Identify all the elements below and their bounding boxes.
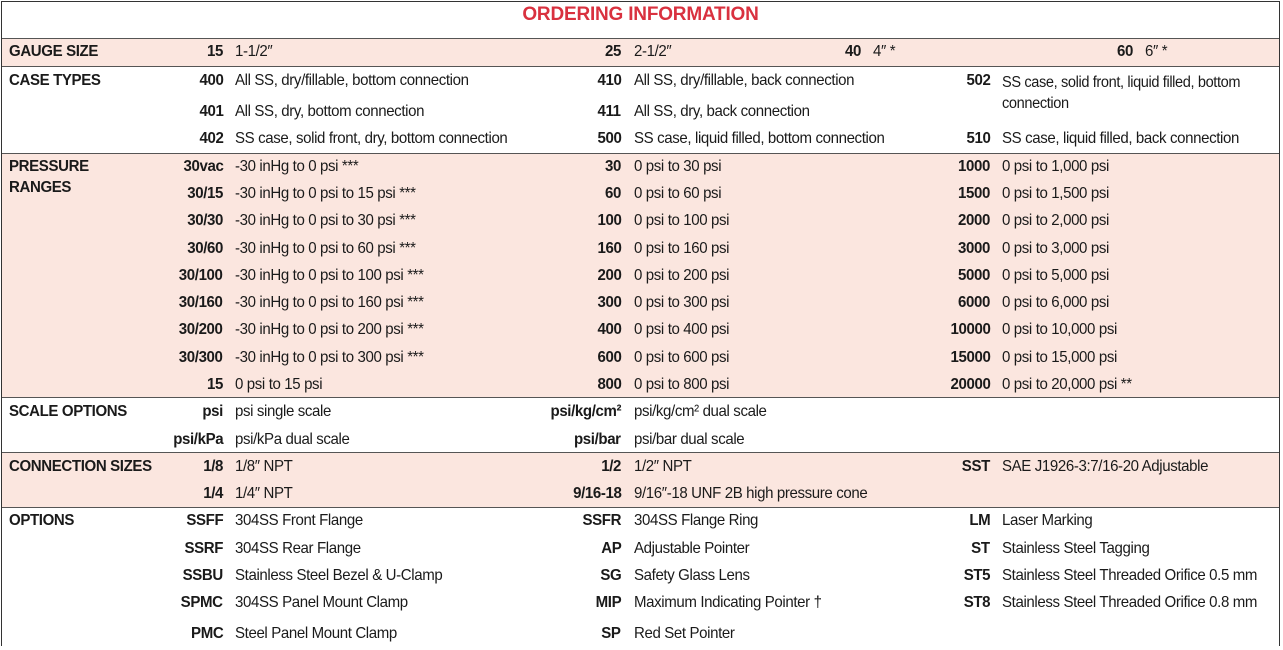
pressure-range-code: 30/200 (179, 321, 223, 338)
case-type-code: 402 (199, 130, 223, 147)
connection-size-code: 9/16-18 (572, 485, 621, 502)
option-code: SP (601, 625, 621, 642)
pressure-range-code: 15 (207, 376, 223, 393)
option-desc: 304SS Front Flange (235, 512, 363, 529)
scale-option-desc: psi/bar dual scale (634, 431, 745, 448)
case-type-code: 510 (966, 130, 990, 147)
connection-size-desc: 1/8″ NPT (235, 458, 293, 475)
scale-option-code: psi/kg/cm² (550, 403, 621, 420)
pressure-range-desc: 0 psi to 5,000 psi (1002, 267, 1109, 284)
option-code: AP (600, 540, 621, 557)
option-code: PMC (190, 625, 223, 642)
pressure-range-code: 30/15 (187, 185, 223, 202)
pressure-range-code: 1000 (958, 158, 990, 175)
pressure-range-desc: -30 inHg to 0 psi to 100 psi *** (235, 267, 424, 284)
pressure-range-code: 30/100 (179, 267, 223, 284)
section-label-options: OPTIONS (9, 512, 75, 529)
case-type-code: 400 (199, 72, 223, 89)
option-desc: Adjustable Pointer (634, 540, 750, 557)
pressure-range-desc: -30 inHg to 0 psi to 200 psi *** (235, 321, 424, 338)
scale-option-desc: psi single scale (235, 403, 331, 420)
scale-option-desc: psi/kPa dual scale (235, 431, 350, 448)
pressure-range-desc: -30 inHg to 0 psi to 60 psi *** (235, 240, 416, 257)
scale-option-code: psi/bar (574, 431, 621, 448)
gauge-size-code: 25 (605, 43, 621, 60)
pressure-range-code: 30/300 (179, 349, 223, 366)
option-desc: 304SS Rear Flange (235, 540, 361, 557)
pressure-range-code: 6000 (958, 294, 990, 311)
case-type-code: 401 (199, 103, 223, 120)
pressure-range-desc: -30 inHg to 0 psi to 30 psi *** (235, 212, 416, 229)
connection-size-code: 1/4 (203, 485, 223, 502)
pressure-range-code: 60 (605, 185, 621, 202)
option-desc: Stainless Steel Threaded Orifice 0.8 mm (1002, 594, 1258, 611)
option-desc: 304SS Panel Mount Clamp (235, 594, 408, 611)
option-code: SSRF (184, 540, 223, 557)
section-label-case-types: CASE TYPES (9, 72, 101, 89)
gauge-size-desc: 6″ * (1145, 43, 1168, 60)
connection-size-desc: 9/16″-18 UNF 2B high pressure cone (634, 485, 868, 502)
pressure-range-code: 400 (597, 321, 621, 338)
case-type-desc: All SS, dry/fillable, back connection (634, 72, 855, 89)
section-label-pressure-line2: RANGES (9, 179, 72, 196)
table-title: ORDERING INFORMATION (522, 4, 759, 25)
option-desc: 304SS Flange Ring (634, 512, 759, 529)
scale-option-code: psi/kPa (172, 431, 223, 448)
option-code: SG (600, 567, 621, 584)
option-code: MIP (595, 594, 621, 611)
gauge-size-desc: 1-1/2″ (235, 43, 273, 60)
connection-size-code: 1/8 (203, 458, 223, 475)
option-code: ST8 (963, 594, 990, 611)
option-desc: Stainless Steel Tagging (1002, 540, 1150, 557)
pressure-range-desc: 0 psi to 100 psi (634, 212, 730, 229)
pressure-range-code: 800 (597, 376, 621, 393)
case-type-code: 500 (597, 130, 621, 147)
option-desc: Red Set Pointer (634, 625, 735, 642)
case-type-desc: SS case, liquid filled, back connection (1002, 130, 1239, 147)
option-desc: Laser Marking (1002, 512, 1093, 529)
pressure-range-desc: -30 inHg to 0 psi *** (235, 158, 359, 175)
pressure-range-code: 30 (605, 158, 621, 175)
option-desc: Stainless Steel Bezel & U-Clamp (235, 567, 443, 584)
pressure-range-code: 10000 (950, 321, 990, 338)
pressure-range-code: 1500 (958, 185, 990, 202)
section-label-pressure-line1: PRESSURE (9, 158, 89, 175)
gauge-size-code: 15 (207, 43, 223, 60)
pressure-range-desc: 0 psi to 200 psi (634, 267, 730, 284)
option-code: SSFF (186, 512, 223, 529)
gauge-size-code: 40 (845, 43, 861, 60)
connection-size-desc: 1/4″ NPT (235, 485, 293, 502)
section-label-gauge-size: GAUGE SIZE (9, 43, 99, 60)
pressure-range-code: 160 (597, 240, 621, 257)
pressure-range-desc: 0 psi to 3,000 psi (1002, 240, 1109, 257)
case-type-desc: All SS, dry, back connection (634, 103, 810, 120)
pressure-range-desc: -30 inHg to 0 psi to 15 psi *** (235, 185, 416, 202)
case-type-desc: SS case, solid front, liquid filled, bottom connection (1002, 74, 1241, 112)
case-type-desc: All SS, dry/fillable, bottom connection (235, 72, 469, 89)
pressure-range-desc: 0 psi to 1,000 psi (1002, 158, 1109, 175)
gauge-size-desc: 4″ * (873, 43, 896, 60)
pressure-range-code: 30vac (183, 158, 223, 175)
pressure-range-code: 20000 (950, 376, 990, 393)
section-label-scale-options: SCALE OPTIONS (9, 403, 127, 420)
case-type-desc: SS case, liquid filled, bottom connection (634, 130, 885, 147)
pressure-range-desc: 0 psi to 160 psi (634, 240, 730, 257)
option-code: ST5 (963, 567, 990, 584)
connection-size-code: SST (961, 458, 990, 475)
option-code: LM (969, 512, 990, 529)
option-desc: Safety Glass Lens (634, 567, 750, 584)
pressure-range-desc: 0 psi to 15 psi (235, 376, 323, 393)
pressure-range-code: 100 (597, 212, 621, 229)
pressure-range-desc: 0 psi to 10,000 psi (1002, 321, 1117, 338)
option-desc: Steel Panel Mount Clamp (235, 625, 397, 642)
pressure-range-code: 300 (597, 294, 621, 311)
option-desc: Maximum Indicating Pointer † (634, 594, 822, 611)
connection-size-desc: SAE J1926-3:7/16-20 Adjustable (1002, 458, 1209, 475)
pressure-range-desc: 0 psi to 60 psi (634, 185, 722, 202)
pressure-range-desc: 0 psi to 400 psi (634, 321, 730, 338)
section-label-connection-sizes: CONNECTION SIZES (9, 458, 152, 475)
pressure-range-code: 5000 (958, 267, 990, 284)
pressure-range-desc: 0 psi to 30 psi (634, 158, 722, 175)
option-code: SSBU (182, 567, 223, 584)
pressure-range-desc: 0 psi to 2,000 psi (1002, 212, 1109, 229)
pressure-range-desc: 0 psi to 800 psi (634, 376, 730, 393)
pressure-range-desc: 0 psi to 1,500 psi (1002, 185, 1109, 202)
gauge-size-desc: 2-1/2″ (634, 43, 672, 60)
option-code: ST (971, 540, 990, 557)
scale-option-desc: psi/kg/cm² dual scale (634, 403, 767, 420)
scale-option-code: psi (202, 403, 223, 420)
option-code: SPMC (181, 594, 223, 611)
pressure-range-desc: 0 psi to 300 psi (634, 294, 730, 311)
pressure-range-code: 600 (597, 349, 621, 366)
pressure-range-desc: -30 inHg to 0 psi to 160 psi *** (235, 294, 424, 311)
gauge-size-code: 60 (1117, 43, 1133, 60)
pressure-range-desc: 0 psi to 15,000 psi (1002, 349, 1117, 366)
pressure-range-code: 30/60 (187, 240, 223, 257)
pressure-range-code: 30/30 (187, 212, 223, 229)
pressure-range-code: 2000 (958, 212, 990, 229)
case-type-code: 410 (597, 72, 621, 89)
pressure-range-code: 3000 (958, 240, 990, 257)
pressure-range-desc: 0 psi to 6,000 psi (1002, 294, 1109, 311)
case-type-desc: All SS, dry, bottom connection (235, 103, 425, 120)
pressure-range-desc: 0 psi to 600 psi (634, 349, 730, 366)
option-code: SSFR (582, 512, 621, 529)
case-type-code: 411 (597, 103, 621, 120)
pressure-range-code: 200 (597, 267, 621, 284)
pressure-range-code: 30/160 (179, 294, 223, 311)
pressure-range-desc: -30 inHg to 0 psi to 300 psi *** (235, 349, 424, 366)
option-desc: Stainless Steel Threaded Orifice 0.5 mm (1002, 567, 1258, 584)
case-type-desc: SS case, solid front, dry, bottom connection (235, 130, 508, 147)
case-type-code: 502 (966, 72, 990, 89)
connection-size-desc: 1/2″ NPT (634, 458, 692, 475)
pressure-range-code: 15000 (950, 349, 990, 366)
connection-size-code: 1/2 (601, 458, 621, 475)
pressure-range-desc: 0 psi to 20,000 psi ** (1002, 376, 1132, 393)
